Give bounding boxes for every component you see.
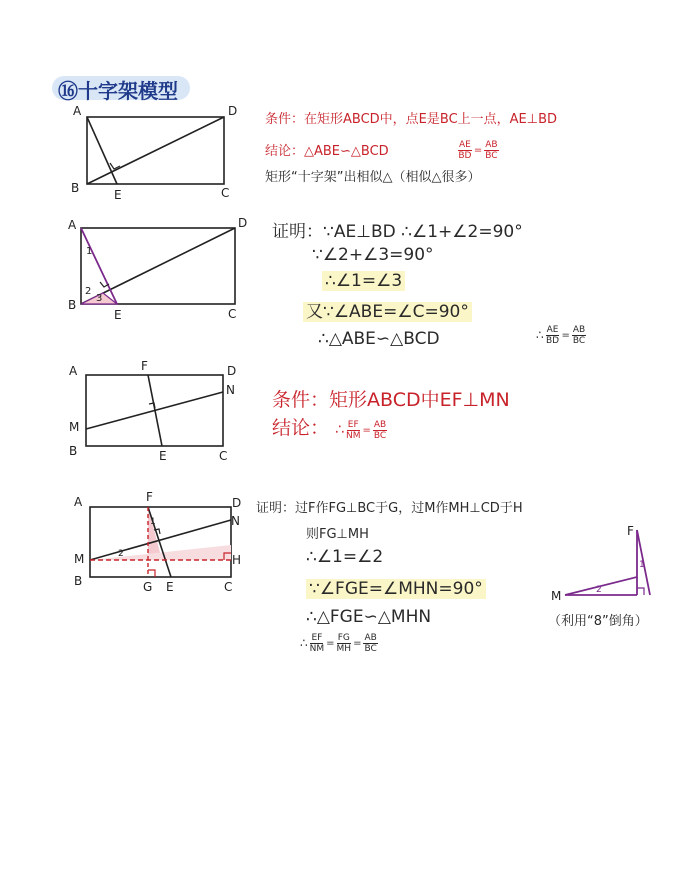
fig2-angle-1: 1	[86, 246, 93, 257]
figure-2	[81, 228, 235, 304]
side-right-angle	[637, 588, 644, 595]
page-title: ⑯十字架模型	[58, 79, 178, 103]
fig4-ratio: ∴ $\frac{EF}{NM}$ = $\frac{FG}{MH}$ = $\frac{AB}{BC}$	[300, 632, 377, 654]
figure-3	[86, 375, 223, 446]
fig4-proof-line-1: 证明：过F作FG⊥BC于G，过M作MH⊥CD于H	[256, 501, 523, 516]
fig2-label-a: A	[68, 218, 77, 232]
fig4-label-m: M	[74, 552, 85, 566]
fig3-label-c: C	[219, 449, 228, 463]
fig2-proof-line-5: ∴△ABE∽△BCD	[318, 329, 440, 349]
fig2-angle-2: 2	[85, 286, 92, 297]
fig4-label-b: B	[74, 574, 83, 588]
fig1-label-d: D	[228, 104, 238, 118]
rect-abcd-4	[90, 507, 231, 577]
fig1-ratio: $\frac{AE}{BD}$ = $\frac{AB}{BC}$	[458, 140, 498, 161]
fig3-label-e: E	[159, 449, 167, 463]
fig4-label-d: D	[232, 496, 242, 510]
side-angle-1: 1	[639, 560, 645, 570]
fig4-angle-1: 1	[150, 517, 156, 527]
side-angle-2: 2	[596, 585, 602, 595]
segment-bd-1	[87, 117, 224, 184]
fig2-label-d: D	[238, 216, 248, 230]
figure-1	[87, 117, 224, 184]
fig3-label-a: A	[69, 364, 78, 378]
fig1-label-a: A	[73, 104, 82, 118]
right-angle-mark-g	[148, 570, 155, 577]
fig1-note: 矩形“十字架”出相似△（相似△很多）	[265, 170, 481, 185]
fig4-proof-line-5: ∴△FGE∽△MHN	[306, 607, 432, 627]
fig1-label-c: C	[221, 186, 230, 200]
fig4-label-h: H	[232, 553, 242, 567]
fig2-label-b: B	[68, 298, 77, 312]
side-note: （利用“8”倒角）	[548, 614, 648, 629]
fig2-label-e: E	[114, 308, 122, 322]
side-diagram	[565, 530, 650, 595]
fig4-proof-line-2: 则FG⊥MH	[306, 527, 369, 542]
side-label-f: F	[627, 524, 634, 538]
fig4-label-g: G	[143, 580, 153, 594]
fig2-proof-line-2: ∵∠2+∠3=90°	[312, 245, 434, 265]
fig4-proof-line-4: ∵∠FGE=∠MHN=90°	[306, 579, 486, 599]
fig2-proof-line-1: 证明：∵AE⊥BD ∴∠1+∠2=90°	[272, 222, 523, 242]
fig1-label-b: B	[71, 181, 80, 195]
fig1-label-e: E	[114, 188, 122, 202]
segment-ae-1	[87, 117, 117, 184]
fig2-label-c: C	[228, 307, 237, 321]
side-label-m: M	[551, 589, 562, 603]
fig4-label-c: C	[224, 580, 233, 594]
fig3-label-b: B	[69, 444, 78, 458]
fig4-label-n: N	[231, 514, 240, 528]
fig3-condition: 条件：矩形ABCD中EF⊥MN	[272, 389, 510, 411]
fig2-proof-line-3: ∴∠1=∠3	[322, 271, 405, 291]
fig1-condition: 条件：在矩形ABCD中，点E是BC上一点，AE⊥BD	[265, 112, 558, 127]
fig2-angle-3: 3	[96, 293, 103, 304]
figure-4	[90, 507, 231, 577]
fig3-label-n: N	[226, 383, 235, 397]
segment-mn-3	[86, 392, 223, 429]
fig4-proof-line-3: ∴∠1=∠2	[306, 547, 384, 567]
fig4-label-e: E	[166, 580, 174, 594]
fig3-label-f: F	[141, 359, 148, 373]
fig2-ratio: ∴ $\frac{AE}{BD}$ = $\frac{AB}{BC}$	[536, 324, 586, 346]
fig3-conclusion: 结论： ∴ $\frac{EF}{NM}$ = $\frac{AB}{BC}$	[272, 417, 387, 441]
segment-bd-2	[81, 228, 235, 304]
fig3-label-d: D	[227, 364, 237, 378]
fig3-label-m: M	[69, 420, 80, 434]
fig4-label-a: A	[74, 495, 83, 509]
fig4-label-f: F	[146, 490, 153, 504]
fig1-conclusion: 结论：△ABE∽△BCD	[265, 144, 389, 159]
fig4-angle-2: 2	[118, 549, 124, 559]
fig2-proof-line-4: 又∵∠ABE=∠C=90°	[303, 297, 472, 322]
